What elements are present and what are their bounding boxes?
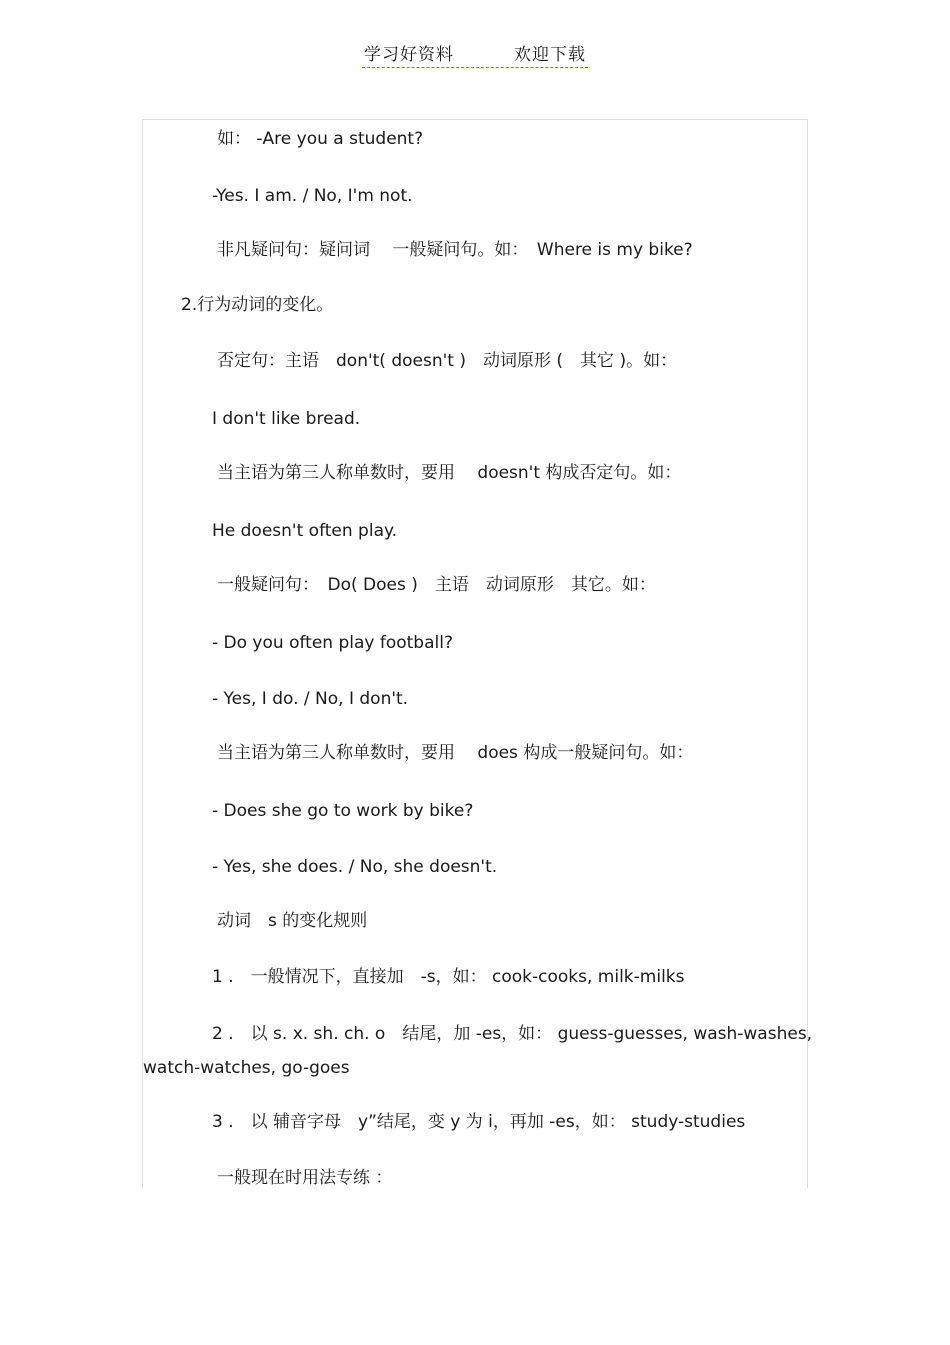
text-line: - Yes, I do. / No, I don't.	[212, 689, 409, 709]
text-line: 一般疑问句： Do( Does ) 主语 动词原形 其它。如：	[217, 575, 656, 595]
text-line: -Yes. I am. / No, I'm not.	[212, 186, 413, 206]
text-line: 动词 s 的变化规则	[217, 911, 368, 931]
text-line: 一般现在时用法专练 ：	[217, 1168, 393, 1188]
text-line: He doesn't often play.	[212, 521, 398, 541]
text-line: 当主语为第三人称单数时，要用 doesn't 构成否定句。如：	[217, 463, 682, 483]
list-item: 2 . 以 s. x. sh. ch. o 结尾，加 -es，如： guess-guesses, wash-washes,	[212, 1024, 813, 1044]
page-header	[0, 40, 950, 68]
text-line: 当主语为第三人称单数时，要用 does 构成一般疑问句。如：	[217, 743, 694, 763]
header-underlined-text	[362, 40, 588, 68]
header-left-text: 学习好资料	[364, 45, 454, 65]
text-line: - Do you often play football?	[212, 633, 453, 653]
text-line: - Does she go to work by bike?	[212, 801, 474, 821]
text-line: 否定句：主语 don't( doesn't ) 动词原形 ( 其它 )。如：	[217, 351, 678, 371]
text-line: 如： -Are you a student?	[217, 129, 424, 149]
list-item: 1 . 一般情况下，直接加 -s，如： cook-cooks, milk-milks	[212, 967, 685, 987]
text-line: 非凡疑问句：疑问词 一般疑问句。如： Where is my bike?	[217, 240, 693, 260]
section-heading: 2.行为动词的变化。	[181, 295, 334, 315]
list-item-continuation: watch-watches, go-goes	[143, 1058, 350, 1078]
text-line: - Yes, she does. / No, she doesn't.	[212, 857, 498, 877]
list-item: 3 . 以 辅音字母 y”结尾，变 y 为 i，再加 -es，如： study-studies	[212, 1112, 746, 1132]
text-line: I don't like bread.	[212, 409, 361, 429]
header-right-text: 欢迎下载	[514, 45, 586, 65]
